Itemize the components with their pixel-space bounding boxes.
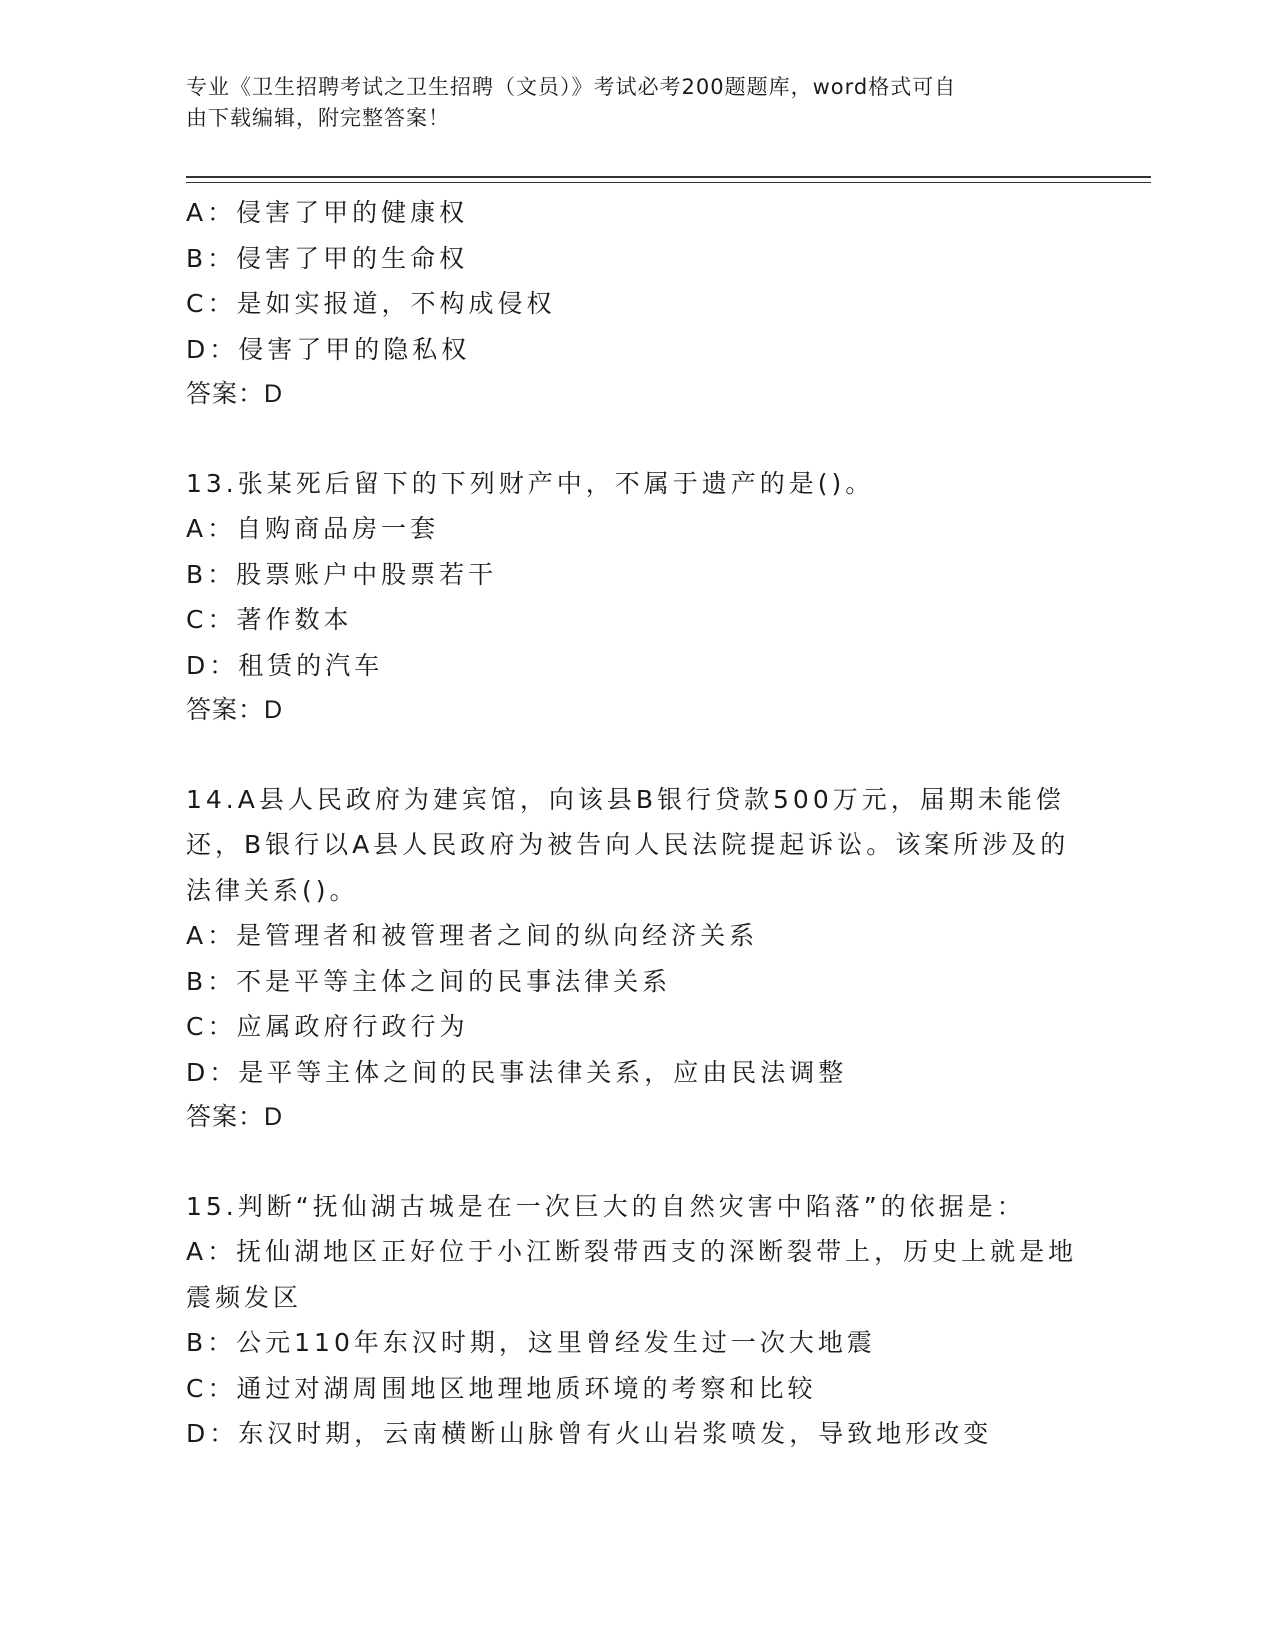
question-text: 15.判断“抚仙湖古城是在一次巨大的自然灾害中陷落”的依据是： (186, 1191, 1026, 1221)
question-text: 13.张某死后留下的下列财产中，不属于遗产的是()。 (186, 468, 875, 498)
spacer (186, 1141, 1086, 1184)
option-a-line-1: A：抚仙湖地区正好位于小江断裂带西支的深断裂带上，历史上就是地 (186, 1237, 1078, 1266)
option-c: C：应属政府行政行为 (186, 1012, 469, 1041)
option-a-line-2: 震频发区 (186, 1282, 303, 1312)
header-line-2: 由下载编辑，附完整答案！ (186, 106, 450, 130)
question-text-line-1: 14.A县人民政府为建宾馆，向该县B银行贷款500万元，届期未能偿 (186, 784, 1065, 814)
answer-label: 答案：D (186, 1103, 284, 1131)
question-14 (186, 777, 1086, 1141)
option-c: C：是如实报道，不构成侵权 (186, 289, 556, 318)
option-a: A：侵害了甲的健康权 (186, 198, 469, 227)
option-d: D：东汉时期，云南横断山脉曾有火山岩浆喷发，导致地形改变 (186, 1419, 993, 1448)
option-c: C：通过对湖周围地区地理地质环境的考察和比较 (186, 1373, 817, 1403)
option-a: A：自购商品房一套 (186, 514, 440, 543)
option-a: A：是管理者和被管理者之间的纵向经济关系 (186, 921, 759, 950)
option-b: B：不是平等主体之间的民事法律关系 (186, 966, 672, 996)
option-d: D：是平等主体之间的民事法律关系，应由民法调整 (186, 1057, 848, 1087)
option-c: C：著作数本 (186, 605, 353, 634)
answer-label: 答案：D (186, 380, 284, 408)
header-rule-thick (186, 176, 1151, 178)
option-b: B：侵害了甲的生命权 (186, 243, 469, 273)
question-text-line-3: 法律关系()。 (186, 875, 359, 905)
header-rule-thin (186, 182, 1151, 183)
question-12 (186, 190, 1086, 418)
spacer (186, 734, 1086, 777)
question-text-line-2: 还，B银行以A县人民政府为被告向人民法院提起诉讼。该案所涉及的 (186, 830, 1070, 859)
answer-label: 答案：D (186, 696, 284, 724)
question-content (186, 190, 1086, 1457)
document-header (186, 72, 1066, 134)
option-b: B：公元110年东汉时期，这里曾经发生过一次大地震 (186, 1328, 876, 1357)
option-d: D：租赁的汽车 (186, 650, 384, 680)
spacer (186, 418, 1086, 461)
header-line-1: 专业《卫生招聘考试之卫生招聘（文员）》考试必考200题题库，word格式可自 (186, 75, 957, 99)
question-13 (186, 461, 1086, 734)
option-b: B：股票账户中股票若干 (186, 559, 498, 589)
option-d: D：侵害了甲的隐私权 (186, 334, 471, 364)
question-15 (186, 1184, 1086, 1457)
